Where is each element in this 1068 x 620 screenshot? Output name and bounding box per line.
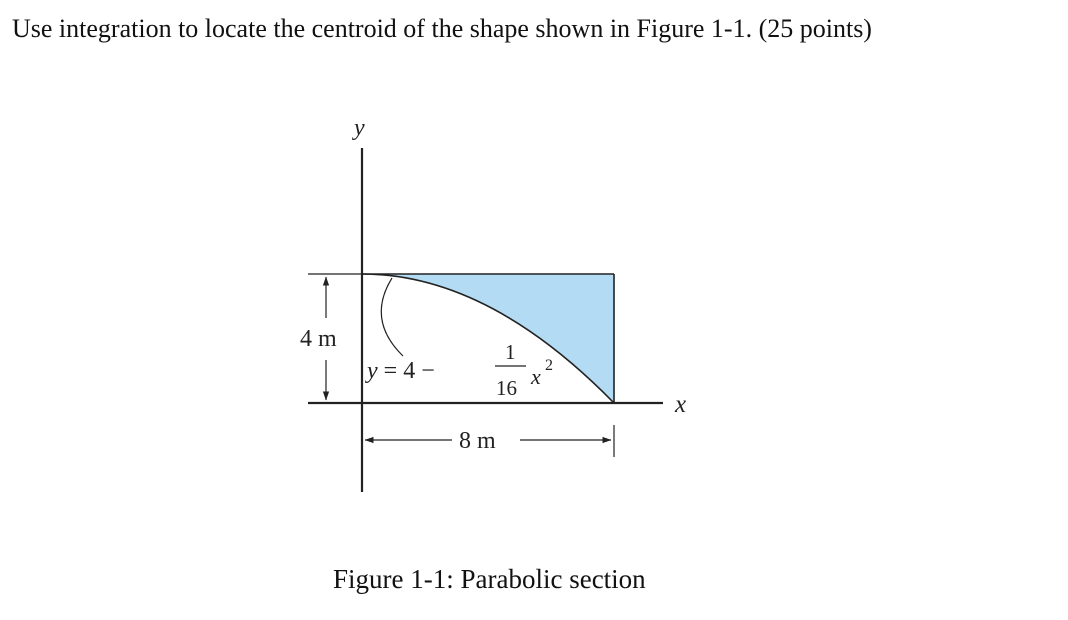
- height-dimension-label: 4 m: [300, 326, 337, 352]
- width-dimension-label: 8 m: [459, 428, 496, 454]
- question-text: Use integration to locate the centroid of the shape shown in Figure 1-1. (25 points): [12, 14, 872, 43]
- equation-exponent: 2: [545, 357, 553, 374]
- equation-lhs: y = 4 −: [367, 358, 435, 384]
- figure-caption: Figure 1-1: Parabolic section: [333, 564, 646, 594]
- equation-rest: = 4 −: [377, 358, 435, 384]
- equation-numerator: 1: [505, 340, 516, 364]
- equation-leader-line: [381, 278, 403, 356]
- equation-denominator: 16: [496, 376, 517, 400]
- equation-variable: x: [531, 364, 541, 389]
- curve-equation: [365, 340, 553, 400]
- x-axis-label: x: [675, 391, 687, 418]
- y-axis-label: y: [354, 115, 365, 141]
